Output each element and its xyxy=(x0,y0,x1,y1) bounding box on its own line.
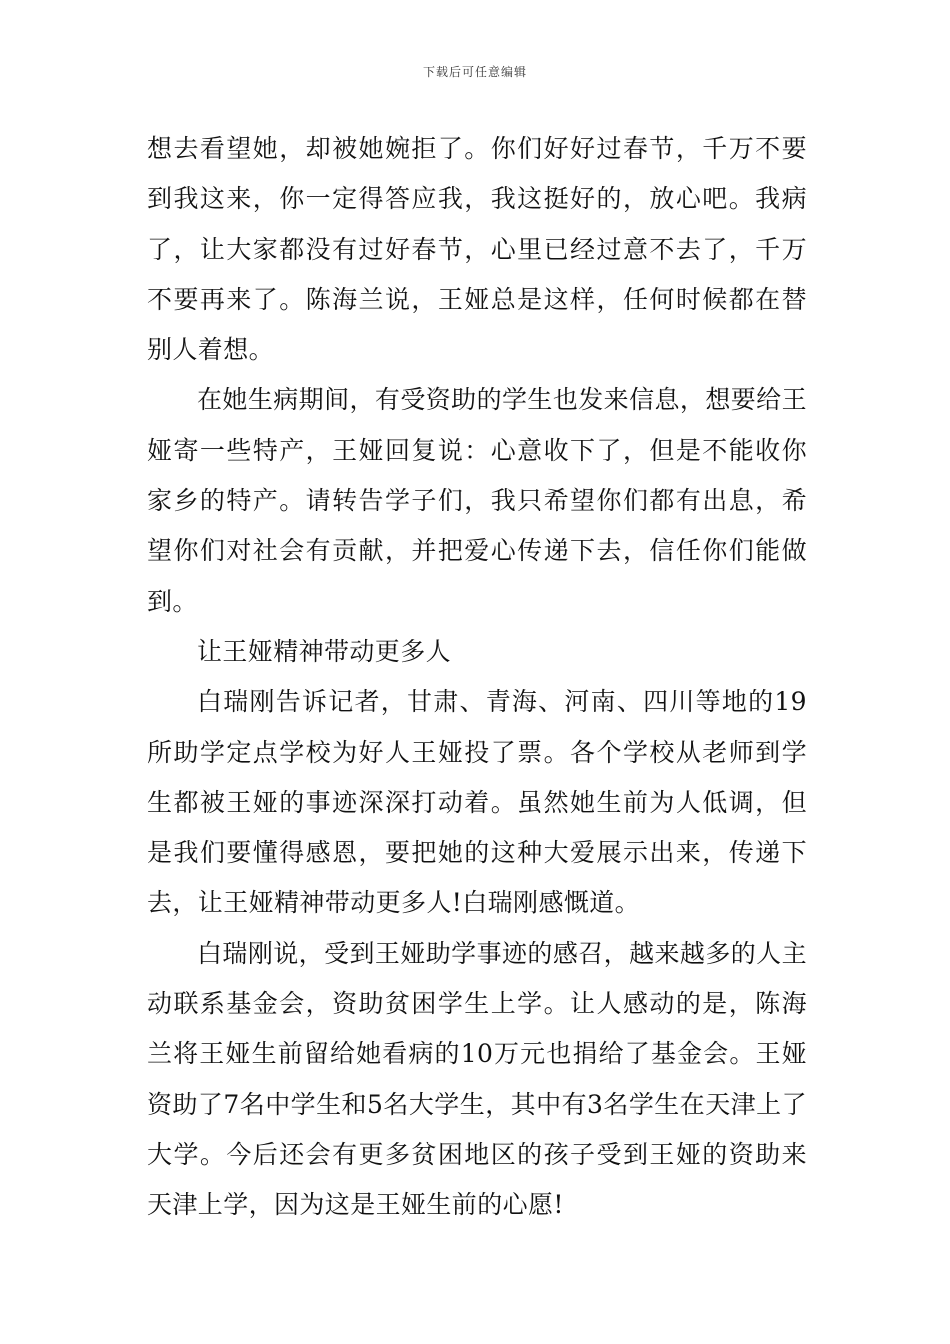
paragraph-votes: 白瑞刚告诉记者，甘肃、青海、河南、四川等地的19所助学定点学校为好人王娅投了票。各个学校从老师到学生都被王娅的事迹深深打动着。虽然她生前为人低调，但是我们要懂得感恩，要把她的这种大爱展示出来，传递下去，让王娅精神带动更多人!白瑞刚感慨道。 xyxy=(147,687,807,918)
paragraph-illness: 在她生病期间，有受资助的学生也发来信息，想要给王娅寄一些特产，王娅回复说：心意收下了，但是不能收你家乡的特产。请转告学子们，我只希望你们都有出息，希望你们对社会有贡献，并把爱心传递下去，信任你们能做到。 xyxy=(147,385,807,616)
document-body xyxy=(147,124,807,1231)
paragraph-continuation: 想去看望她，却被她婉拒了。你们好好过春节，千万不要到我这来，你一定得答应我，我这挺好的，放心吧。我病了，让大家都没有过好春节，心里已经过意不去了，千万不要再来了。陈海兰说，王娅总是这样，任何时候都在替别人着想。 xyxy=(147,134,807,365)
paragraph-foundation: 白瑞刚说，受到王娅助学事迹的感召，越来越多的人主动联系基金会，资助贫困学生上学。让人感动的是，陈海兰将王娅生前留给她看病的10万元也捐给了基金会。王娅资助了7名中学生和5名大学生，其中有3名学生在天津上了大学。今后还会有更多贫困地区的孩子受到王娅的资助来天津上学，因为这是王娅生前的心愿! xyxy=(147,938,807,1220)
section-heading: 让王娅精神带动更多人 xyxy=(197,636,452,666)
page-header: 下载后可任意编辑 xyxy=(422,65,527,79)
